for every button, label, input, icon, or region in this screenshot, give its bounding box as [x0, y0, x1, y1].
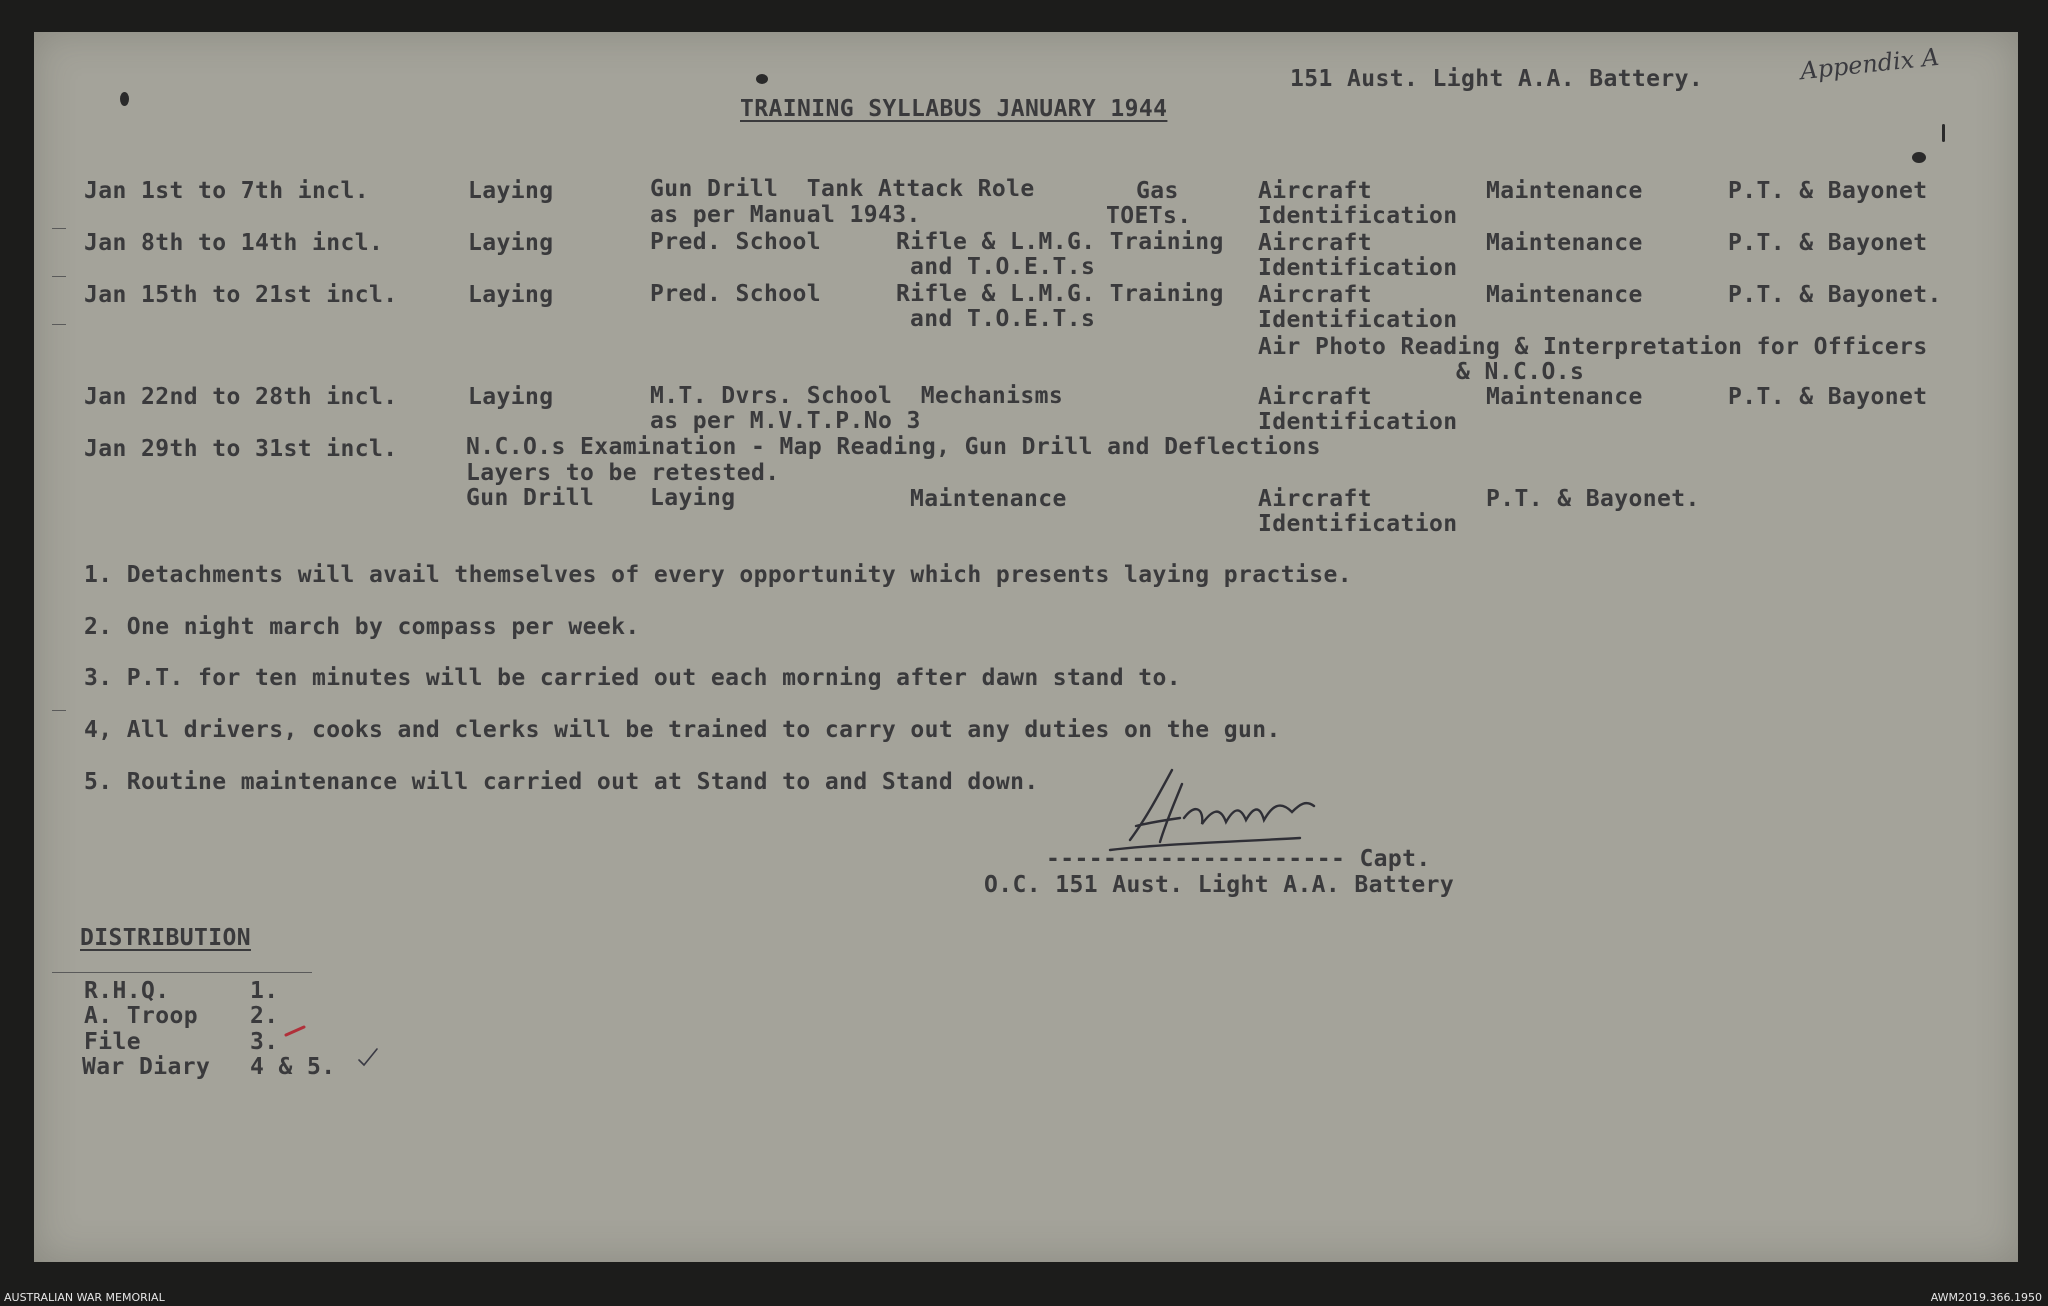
signature-line: --------------------- Capt. — [1046, 846, 1431, 872]
gas-r1: Gas — [1136, 178, 1179, 204]
identification-r4: Identification — [1258, 409, 1458, 435]
toets-r3: and T.O.E.T.s — [910, 306, 1096, 332]
archive-credit: AUSTRALIAN WAR MEMORIAL — [4, 1291, 165, 1304]
margin-tick — [52, 228, 66, 229]
distribution-name-war-diary: War Diary — [82, 1054, 211, 1080]
air-photo-r3: Air Photo Reading & Interpretation for Officers — [1258, 334, 1928, 360]
ink-spot — [120, 92, 129, 106]
battery-name: 151 Aust. Light A.A. Battery. — [1290, 66, 1704, 92]
aircraft-r4: Aircraft — [1258, 384, 1372, 410]
rifle-lmg-r3: Rifle & L.M.G. Training — [896, 281, 1224, 307]
gun-drill-r5: Gun Drill — [466, 485, 595, 511]
mvtp-r4: as per M.V.T.P.No 3 — [650, 408, 921, 434]
laying-r4: Laying — [468, 384, 554, 410]
distribution-copies-rhq: 1. — [250, 978, 279, 1004]
period-r2: Jan 8th to 14th incl. — [84, 230, 384, 256]
pred-school-r2: Pred. School — [650, 229, 821, 255]
pt-bayonet-r4: P.T. & Bayonet — [1728, 384, 1928, 410]
laying-r1: Laying — [468, 178, 554, 204]
manual-r1: as per Manual 1943. — [650, 202, 921, 228]
check-mark-icon — [356, 1046, 380, 1068]
ncos-r3: & N.C.O.s — [1456, 359, 1585, 385]
signatory-title: O.C. 151 Aust. Light A.A. Battery — [984, 872, 1455, 898]
ink-spot — [756, 74, 768, 84]
laying-r5: Laying — [650, 485, 736, 511]
toets-r2: and T.O.E.T.s — [910, 254, 1096, 280]
note-3: 3. P.T. for ten minutes will be carried out each morning after dawn stand to. — [84, 665, 1182, 691]
maintenance-r5: Maintenance — [910, 486, 1067, 512]
period-r1: Jan 1st to 7th incl. — [84, 178, 369, 204]
aircraft-r2: Aircraft — [1258, 230, 1372, 256]
pt-bayonet-r2: P.T. & Bayonet — [1728, 230, 1928, 256]
distribution-copies-file: 3. — [250, 1029, 279, 1055]
laying-r3: Laying — [468, 282, 554, 308]
period-r3: Jan 15th to 21st incl. — [84, 282, 398, 308]
maintenance-r1: Maintenance — [1486, 178, 1643, 204]
layers-retest-r5: Layers to be retested. — [466, 460, 780, 486]
distribution-name-rhq: R.H.Q. — [84, 978, 170, 1004]
rifle-lmg-r2: Rifle & L.M.G. Training — [896, 229, 1224, 255]
toets-r1: TOETs. — [1106, 203, 1192, 229]
margin-tick — [52, 710, 66, 711]
aircraft-r1: Aircraft — [1258, 178, 1372, 204]
laying-r2: Laying — [468, 230, 554, 256]
maintenance-r3: Maintenance — [1486, 282, 1643, 308]
note-5: 5. Routine maintenance will carried out at Stand to and Stand down. — [84, 769, 1039, 795]
note-1: 1. Detachments will avail themselves of every opportunity which presents laying practise. — [84, 562, 1352, 588]
mt-school-r4: M.T. Dvrs. School Mechanisms — [650, 383, 1064, 409]
margin-tick — [52, 276, 66, 277]
pred-school-r3: Pred. School — [650, 281, 821, 307]
pt-bayonet-r3: P.T. & Bayonet. — [1728, 282, 1942, 308]
red-tick-icon — [284, 1024, 308, 1038]
distribution-copies-war-diary: 4 & 5. — [250, 1054, 336, 1080]
gun-drill-r1: Gun Drill Tank Attack Role — [650, 176, 1035, 202]
nco-exam-r5: N.C.O.s Examination - Map Reading, Gun Drill and Deflections — [466, 434, 1321, 460]
aircraft-r3: Aircraft — [1258, 282, 1372, 308]
document-title: TRAINING SYLLABUS JANUARY 1944 — [740, 96, 1168, 122]
distribution-heading: DISTRIBUTION — [80, 925, 251, 951]
period-r5: Jan 29th to 31st incl. — [84, 436, 398, 462]
distribution-name-file: File — [84, 1029, 141, 1055]
aircraft-r5: Aircraft — [1258, 486, 1372, 512]
period-r4: Jan 22nd to 28th incl. — [84, 384, 398, 410]
handwritten-signature — [1100, 760, 1350, 855]
note-2: 2. One night march by compass per week. — [84, 614, 640, 640]
ink-spot — [1942, 124, 1945, 142]
pt-bayonet-r5: P.T. & Bayonet. — [1486, 486, 1700, 512]
maintenance-r4: Maintenance — [1486, 384, 1643, 410]
distribution-name-a-troop: A. Troop — [84, 1003, 198, 1029]
identification-r5: Identification — [1258, 511, 1458, 537]
identification-r3: Identification — [1258, 307, 1458, 333]
pt-bayonet-r1: P.T. & Bayonet — [1728, 178, 1928, 204]
distribution-copies-a-troop: 2. — [250, 1003, 279, 1029]
ink-spot — [1912, 152, 1926, 163]
appendix-note: Appendix A — [1798, 42, 1941, 86]
margin-tick — [52, 324, 66, 325]
identification-r2: Identification — [1258, 255, 1458, 281]
archive-reference: AWM2019.366.1950 — [1930, 1291, 2042, 1304]
maintenance-r2: Maintenance — [1486, 230, 1643, 256]
note-4: 4, All drivers, cooks and clerks will be trained to carry out any duties on the gun. — [84, 717, 1281, 743]
margin-tick — [52, 972, 312, 973]
identification-r1: Identification — [1258, 203, 1458, 229]
